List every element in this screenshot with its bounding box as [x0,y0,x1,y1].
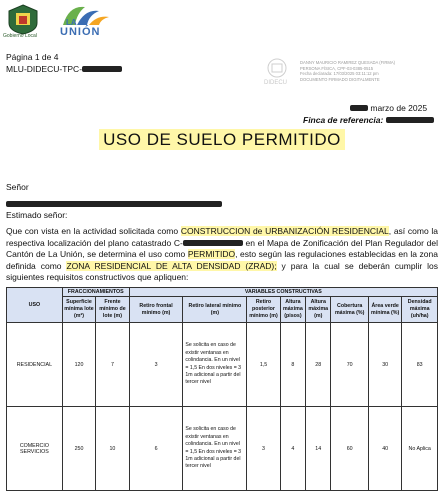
zone-highlight: ZONA RESIDENCIAL DE ALTA DENSIDAD (ZRAD); [66,260,277,271]
signature-seal-icon [257,56,297,82]
cell-cobertura: 60 [331,407,369,491]
cell-uso: COMERCIO SERVICIOS [7,407,63,491]
cell-retiro-posterior: 3 [247,407,280,491]
header-superficie: Superficie mínima lote (m²) [62,297,95,323]
cell-area-verde: 40 [368,407,401,491]
greeting: Estimado señor: [6,210,68,220]
la-union-logo [55,3,115,45]
body-text-2: , así como la respectiva localización del plano catastrado C- [6,226,438,248]
cell-densidad: No Aplica [402,407,438,491]
page-number: Página 1 de 4 [6,52,59,62]
body-paragraph [6,226,438,284]
signature-line-4: DOCUMENTO FIRMADO DIGITALMENTE [300,76,380,82]
redacted-name [6,201,222,207]
redacted-code [82,66,122,72]
header-area-verde: Área verde mínima (%) [368,297,401,323]
body-text-5: y para la cual se deberán cumplir los siguientes requisitos constructivos que apliquen: [6,260,438,282]
construction-requirements-table [6,287,438,491]
body-text-3: en el Mapa de Zonificación del Plan Regulador del Cantón de La Unión, se determina el uso como [6,237,438,259]
cell-retiro-lateral: Se solicita en caso de existir ventanas en colindancia. En un nivel = 1,5 En dos niveles = 3 1m adicional a partir del tercer nivel [183,407,247,491]
cell-uso: RESIDENCIAL [7,323,63,407]
digital-signature-stamp [255,56,440,96]
cell-superficie: 250 [62,407,95,491]
table-row [7,407,438,491]
redacted-reference [386,117,434,123]
cell-superficie: 120 [62,323,95,407]
table-row [7,323,438,407]
redacted-cadastral [183,240,243,246]
cell-retiro-frontal: 6 [129,407,183,491]
document-code-prefix: MLU-DIDECU-TPC- [6,64,83,74]
document-title [0,130,444,150]
permitted-highlight: PERMITIDO [187,249,236,259]
document-date-text: marzo de 2025 [370,103,428,113]
recipient-label: Señor [6,182,29,192]
header-altura-m: Altura máxima (m) [306,297,331,323]
header-retiro-posterior: Retiro posterior mínimo (m) [247,297,280,323]
cell-frente: 7 [96,323,129,407]
header-uso: USO [7,288,63,323]
header-frente: Frente mínimo de lote (m) [96,297,129,323]
cell-altura-pisos: 4 [280,407,305,491]
cell-area-verde: 30 [368,323,401,407]
cell-retiro-lateral: Se solicita en caso de existir ventanas en colindancia. En un nivel = 1,5 En dos niveles = 3 1m adicional a partir del tercer nivel [183,323,247,407]
header-densidad: Densidad máxima (uh/ha) [402,297,438,323]
header-retiro-lateral: Retiro lateral mínimo (m) [183,297,247,323]
body-text-4: , esto según las regulaciones establecidas en la zona definida como [6,249,438,271]
cell-retiro-posterior: 1,5 [247,323,280,407]
cell-retiro-frontal: 3 [129,323,183,407]
cell-cobertura: 70 [331,323,369,407]
signature-line-3: Fecha declarada: 17/03/2025 03:11:12 pm [300,71,379,76]
cell-frente: 10 [96,407,129,491]
header-altura-pisos: Altura máxima (pisos) [280,297,305,323]
cell-altura-pisos: 8 [280,323,305,407]
header-group-fraccionamientos: FRACCIONAMIENTOS [62,288,129,297]
body-text-1: Que con vista en la actividad solicitada como [6,226,181,236]
brand-union: UNIÓN [60,26,101,38]
activity-highlight: CONSTRUCCION de URBANIZACIÓN RESIDENCIAL [180,226,389,236]
document-date [350,103,427,113]
signature-org: DIDECU [264,80,288,86]
cell-altura-m: 14 [306,407,331,491]
document-code [6,64,122,74]
brand-la: LA [66,18,77,27]
reference-label: Finca de referencia: [303,115,384,125]
header-cobertura: Cobertura máxima (%) [331,297,369,323]
signature-line-1: DANNY MAURICIO RAMIREZ QUESADA (FIRMA) [300,60,396,65]
municipal-logo-label: Gobierno Local [3,33,37,39]
header-group-variables: VARIABLES CONSTRUCTIVAS [129,288,437,297]
reference-line [303,115,434,125]
cell-altura-m: 28 [306,323,331,407]
document-title-text: USO DE SUELO PERMITIDO [99,129,345,150]
redacted-day [350,105,368,111]
signature-line-2: PERSONA FÍSICA, CPF-03-0385-0515 [300,65,374,71]
header-retiro-frontal: Retiro frontal mínimo (m) [129,297,183,323]
cell-densidad: 83 [402,323,438,407]
